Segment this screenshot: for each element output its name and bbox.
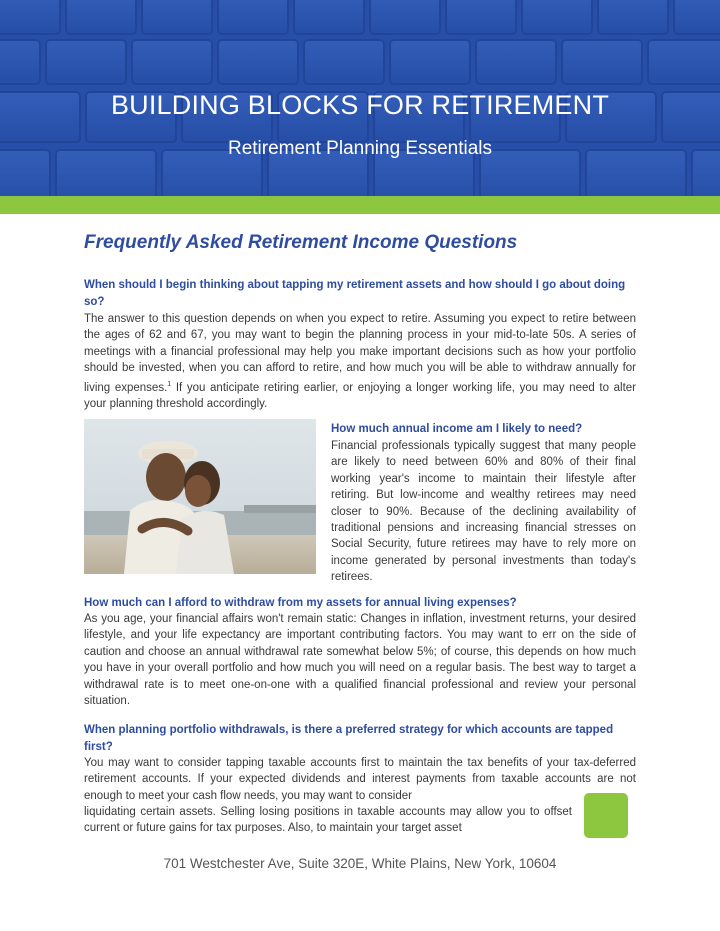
faq-question-3: How much can I afford to withdraw from my assets for annual living expenses? bbox=[84, 597, 517, 609]
footnote-marker: 1 bbox=[167, 380, 172, 388]
faq-question-4: When planning portfolio withdrawals, is there a preferred strategy for which accounts are tapped first? bbox=[84, 724, 614, 753]
faq-answer-2: Financial professionals typically suggest that many people are likely to need between 60% and 80% of their final working year's income to maintain their lifestyle after retiring. But low-income and wealthy retirees may need closer to 90%. Because of the declining availability of traditional pensions and increasing financial stresses on Social Security, future retirees may have to rely more on income generated by personal investments than today's retirees. bbox=[331, 440, 636, 584]
faq-answer-3: As you age, your financial affairs won't remain static: Changes in inflation, investment returns, your desired lifestyle, and your life expectancy are important contributing factors. You may want to err on the side of caution and choose an annual withdrawal rate somewhat below 5%; of course, this depends on how much you have in your overall portfolio and how much you will need on a regular basis. The best way to target a withdrawal rate is to meet one-on-one with a qualified financial professional and review your personal situation. bbox=[84, 613, 636, 708]
faq-heading-wrapper bbox=[84, 230, 636, 254]
faq-question-1: When should I begin thinking about tapping my retirement assets and how should I go about doing so? bbox=[84, 279, 626, 308]
faq-answer-4-cont: liquidating certain assets. Selling losing positions in taxable accounts may allow you to offset current or future gains for tax purposes. Also, to maintain your target asset bbox=[84, 806, 572, 835]
footer-address: 701 Westchester Ave, Suite 320E, White Plains, New York, 10604 bbox=[163, 856, 557, 871]
faq-answer-4: You may want to consider tapping taxable accounts first to maintain the tax benefits of your tax-deferred retirement accounts. If your expected dividends and interest payments from taxable accounts are not enough to meet your cash flow needs, you may want to consider bbox=[84, 757, 636, 802]
page-title: BUILDING BLOCKS FOR RETIREMENT bbox=[110, 90, 610, 120]
faq-answer-1-cont: If you anticipate retiring earlier, or enjoying a longer working life, you may need to alter your planning threshold accordingly. bbox=[84, 381, 637, 410]
faq-answer-1 bbox=[84, 311, 636, 412]
page-subtitle: Retirement Planning Essentials bbox=[227, 138, 493, 159]
green-accent-square bbox=[584, 793, 628, 838]
header-banner bbox=[0, 0, 720, 196]
green-divider-bar bbox=[0, 196, 720, 214]
faq-answer-1-text: The answer to this question depends on when you expect to retire. Assuming you expect to retire between the ages of 62 and 67, you may want to begin the planning process in your mid-to-late 50s. A series of meetings with a financial professional may help you make important decisions such as how your portfolio should be invested, when you can afford to retire, and how much you will be able to withdraw annually for living expenses. bbox=[84, 313, 636, 394]
faq-question-2: How much annual income am I likely to need? bbox=[331, 423, 583, 435]
retired-couple-photo bbox=[84, 419, 316, 574]
section-title: Frequently Asked Retirement Income Questions bbox=[84, 232, 518, 253]
